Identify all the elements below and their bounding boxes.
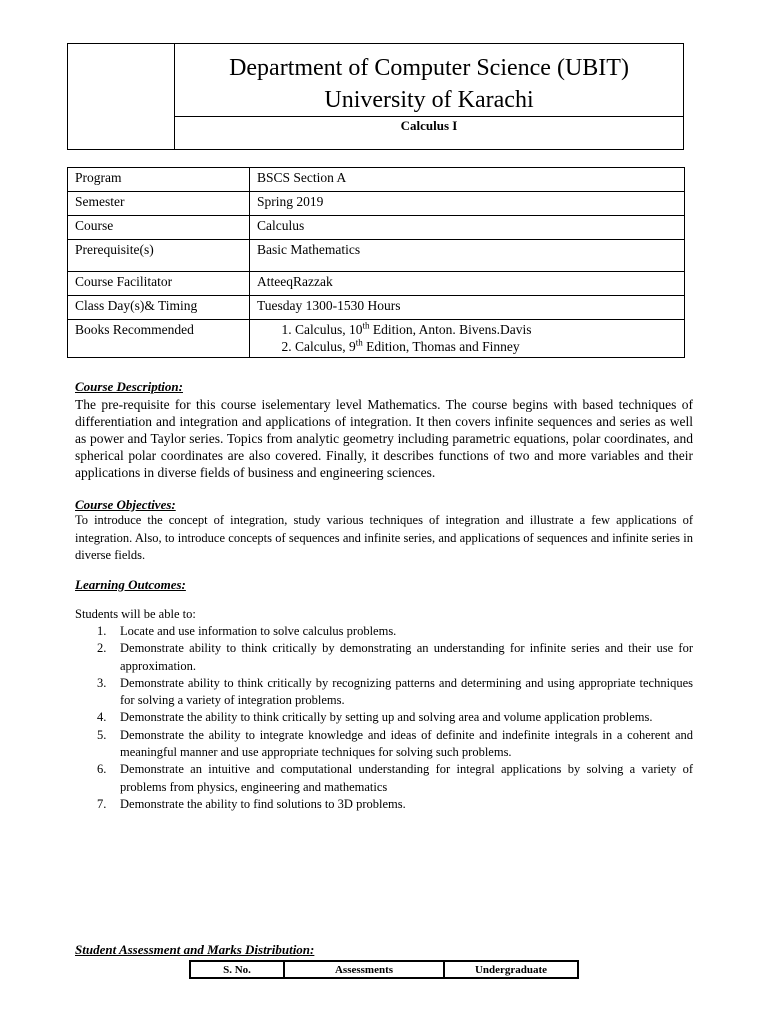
logo-cell bbox=[68, 44, 175, 149]
course-objectives-heading: Course Objectives: bbox=[75, 497, 176, 512]
info-value bbox=[250, 320, 685, 358]
info-value: Calculus bbox=[250, 216, 685, 240]
info-label: Course Facilitator bbox=[68, 272, 250, 296]
outcome-item: 7. Demonstrate the ability to find solutions to 3D problems. bbox=[97, 796, 406, 811]
learning-outcomes-intro: Students will be able to: bbox=[75, 607, 196, 621]
outcome-item: 3. Demonstrate ability to think critically by recognizing patterns and determining and using appropriate techniques for solving a variety of integration problems. bbox=[97, 675, 693, 708]
info-value: Tuesday 1300-1530 Hours bbox=[250, 296, 685, 320]
info-value: BSCS Section A bbox=[250, 168, 685, 192]
assessment-table bbox=[189, 960, 579, 979]
info-label: Course bbox=[68, 216, 250, 240]
info-label: Prerequisite(s) bbox=[68, 240, 250, 272]
books-list bbox=[257, 321, 677, 355]
outcome-item: 4. Demonstrate the ability to think critically by setting up and solving area and volume application problems. bbox=[97, 710, 653, 725]
info-label: Books Recommended bbox=[68, 320, 250, 358]
course-description-text: The pre-requisite for this course iselementary level Mathematics. The course begins with based techniques of differentiation and integration and applications of integration. It then covers infinite sequences and series as well as power and Taylor series. Topics from analytic geometry including parametric equations, polar coordinates, and spherical polar coordinates are also covered. Finally, it describes functions of two and more variables and their applications in diverse fields of business and engineering sciences. bbox=[75, 397, 693, 480]
info-label: Program bbox=[68, 168, 250, 192]
info-row-semester bbox=[68, 192, 685, 216]
info-row-facilitator bbox=[68, 272, 685, 296]
assessment-heading: Student Assessment and Marks Distribution: bbox=[75, 942, 315, 957]
info-value: Basic Mathematics bbox=[250, 240, 685, 272]
learning-outcomes-list bbox=[75, 623, 693, 813]
info-row-prerequisite bbox=[68, 240, 685, 272]
book-item: 2. Calculus, 9th Edition, Thomas and Finney bbox=[295, 338, 677, 355]
assessment-header-row bbox=[190, 961, 578, 978]
info-row-program bbox=[68, 168, 685, 192]
book-item: 1. Calculus, 10th Edition, Anton. Bivens.Davis bbox=[295, 321, 677, 338]
info-label: Semester bbox=[68, 192, 250, 216]
outcome-item: 1. Locate and use information to solve calculus problems. bbox=[97, 624, 397, 638]
learning-outcomes-heading: Learning Outcomes: bbox=[75, 577, 186, 592]
info-row-books bbox=[68, 320, 685, 358]
info-value: Spring 2019 bbox=[250, 192, 685, 216]
column-header: Undergraduate bbox=[444, 961, 578, 978]
info-label: Class Day(s)& Timing bbox=[68, 296, 250, 320]
outcome-item: 5. Demonstrate the ability to integrate knowledge and ideas of definite and indefinite integrals in a coherent and meaningful manner and use appropriate techniques for solving such problems. bbox=[97, 727, 693, 760]
university-title: University of Karachi bbox=[324, 87, 534, 113]
course-description-heading: Course Description: bbox=[75, 379, 183, 394]
outcome-item: 6. Demonstrate an intuitive and computational understanding for integral applications by solving a variety of problems from physics, engineering and mathematics bbox=[97, 762, 693, 794]
department-title: Department of Computer Science (UBIT) bbox=[229, 55, 629, 81]
outcome-item: 2. Demonstrate ability to think critically by demonstrating an understanding for infinite series and their use for approximation. bbox=[97, 641, 693, 673]
document-header bbox=[67, 43, 684, 150]
header-divider bbox=[174, 116, 684, 117]
column-header: S. No. bbox=[190, 961, 284, 978]
course-info-table bbox=[67, 167, 685, 358]
course-objectives-text: To introduce the concept of integration, study various techniques of integration and illustrate a few applications of integration. Also, to introduce concepts of sequences and infinite series, and applications of sequences and infinite series in diverse fields. bbox=[75, 513, 693, 562]
course-title: Calculus I bbox=[400, 118, 458, 133]
column-header: Assessments bbox=[284, 961, 444, 978]
info-row-course bbox=[68, 216, 685, 240]
info-row-timing bbox=[68, 296, 685, 320]
info-value: AtteeqRazzak bbox=[250, 272, 685, 296]
